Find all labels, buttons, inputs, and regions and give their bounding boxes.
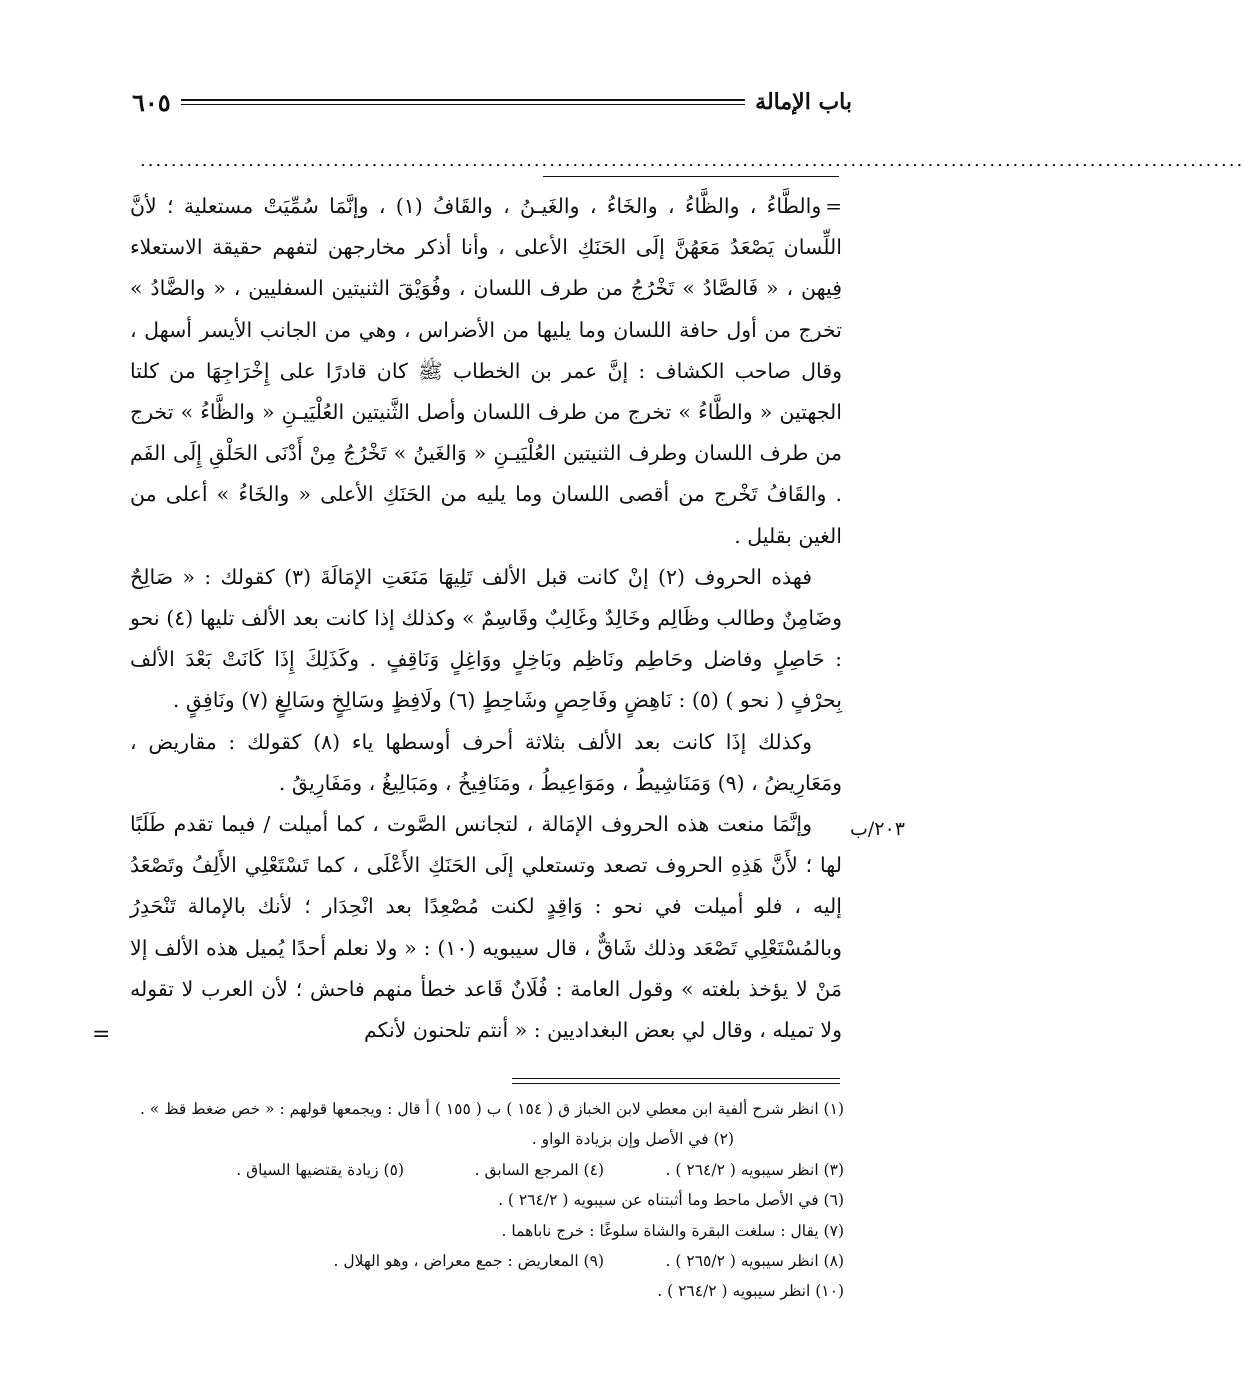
dotted-separator: ............................................................................................................................................... [140, 150, 1244, 171]
footnote-5: (٥) زيادة يقتضيها السياق . [236, 1160, 404, 1179]
short-separator-line [543, 176, 839, 177]
footnote-3: (٣) انظر سيبويه ( ٢٦٤/٢ ) . [665, 1160, 844, 1179]
footnote-row-2 [132, 1124, 844, 1154]
footnotes [132, 1094, 844, 1307]
footnote-9: (٩) المعاريض : جمع معراض ، وهو الهلال . [333, 1252, 604, 1271]
footnote-1: (١) انظر شرح ألفية ابن معطي لابن الخباز ق ( ١٥٤ ) ب ( ١٥٥ ) أ قال : ويجمعها قولهم : « خص ضغط قظ » . [139, 1100, 844, 1118]
footnote-row-8 [132, 1246, 844, 1276]
manuscript-folio-mark: ٢٠٣/ب [850, 818, 905, 840]
footnote-6: (٦) في الأصل ماحط وما أثبتناه عن سيبويه ( ٢٦٤/٢ ) . [498, 1191, 844, 1210]
page-end-continuation-mark: = [92, 1022, 111, 1047]
running-header [132, 82, 852, 122]
header-rule [181, 99, 745, 105]
footnote-4: (٤) المرجع السابق . [474, 1160, 604, 1179]
footnote-rule-secondary [512, 1083, 840, 1084]
paragraph-2: فهذه الحروف (٢) إنْ كانت قبل الألف تَلِيهَا مَنَعَتِ الإمَالَةَ (٣) كقولك : « صَالِحٌ وضَامِنٌ وطالب وظَالِم وخَالِدٌ وغَالِبٌ وقَاسِمٌ » وكذلك إذا كانت بعد الألف تليها (٤) نحو : حَاصِلٍ وفاضل وحَاطِم ونَاظِم وبَاخِلٍ ووَاغِلٍ وَنَاقِفٍ . وكَذَلِكَ إِذَا كَانَتْ بَعْدَ الألف بِحرْفٍ ( نحو ) (٥) : نَاهِضٍ وفَاحِصٍ وشَاحِطٍ (٦) ولَافِظٍ وسَالِخٍ وسَالِغٍ (٧) ونَافِقٍ . [130, 564, 842, 713]
page-number: ٦٠٥ [132, 87, 171, 117]
continuation-mark: = [825, 194, 842, 218]
paragraph-1-text: والطَّاءُ ، والظَّاءُ ، والخَاءُ ، والغَيـنُ ، والقَافُ (١) ، وإنَّمَا سُمِّيَتْ مستعلية ؛ لأنَّ اللِّسان يَصْعَدُ مَعَهُنَّ إلَى الحَنَكِ الأعلى ، وأنا أذكر مخارجهن لتفهم حقيقة الاستعلاء فِيهن ، « فَالصَّادُ » تَخْرُجُ من طرف اللسان ، وفُوَيْقَ الثنيتين السفليين ، « والضَّادُ » تخرج من أول حافة اللسان وما يليها من الأضراس ، وهي من الجانب الأيسر أسهل ، وقال صاحب الكشاف : إنَّ عمر بن الخطاب ﷺ كان قادرًا على إِخْرَاجِهَا من كلتا الجهتين « والطَّاءُ » تخرج من طرف اللسان وأصل الثَّنيتين العُلْيَيـنِ « والظَّاءُ » تخرج من طرف اللسان وطرف الثنيتين العُلْيَيـنِ « وَالغَينُ » تَخْرُجُ مِنْ أَدْنَى الحَلْقِ إِلَى الفَم . والقَافُ تَخْرج من أقصى اللسان وما يليه من الحَنَكِ الأعلى « والخَاءُ » أعلى من الغين بقليل . [130, 194, 843, 548]
footnote-8: (٨) انظر سيبويه ( ٢٦٥/٢ ) . [665, 1252, 844, 1271]
footnote-rule [512, 1078, 840, 1079]
paragraph-3: وكذلك إذَا كانت بعد الألف بثلاثة أحرف أوسطها ياء (٨) كقولك : مقاريض ، ومَعَارِيضُ ، (٩) وَمَنَاشِيطُ ، ومَوَاعِيطُ ، ومَنَافِيخُ ، ومَبَالِيغُ ، ومَفَارِيقُ . [130, 729, 842, 795]
footnote-7: (٧) يقال : سلغت البقرة والشاة سلوغًا : خرج ناباهما . [501, 1221, 844, 1240]
footnote-2: (٢) في الأصل وإن بزيادة الواو . [531, 1130, 734, 1149]
chapter-title: باب الإمالة [755, 89, 852, 115]
footnote-spacer [734, 1124, 844, 1154]
main-text [130, 186, 842, 1051]
footnote-10: (١٠) انظر سيبويه ( ٢٦٤/٢ ) . [657, 1282, 844, 1301]
paragraph-1 [130, 186, 842, 557]
footnote-row-3 [132, 1155, 844, 1185]
paragraph-4: وإنَّمَا منعت هذه الحروف الإمَالة ، لتجانس الصَّوت ، كما أميلت / فيما تقدم طَلَبًا لها ؛ لأَنَّ هَذِهِ الحروف تصعد وتستعلي إلَى الحَنَكِ الأَعْلَى ، كما تَسْتَعْلِي الأَلِفُ وتَصْعَدُ إليه ، فلو أميلت في نحو : وَاقِدٍ لكنت مُصْعِدًا بعد انْحِدَار ؛ لأنك بالإمالة تَنْحَدِرُ وبالمُسْتَعْلِي تَصْعَد وذلك شَاقٌّ ، قال سيبويه (١٠) : « ولا نعلم أحدًا يُميل هذه الألف إلا مَنْ لا يؤخذ بلغته » وقول العامة : فُلَانٌ قَاعد خطأ منهم فاحش ؛ لأن العرب لا تقوله ولا تميله ، وقال لي بعض البغداديين : « أنتم تلحنون لأنكم [130, 812, 843, 1043]
